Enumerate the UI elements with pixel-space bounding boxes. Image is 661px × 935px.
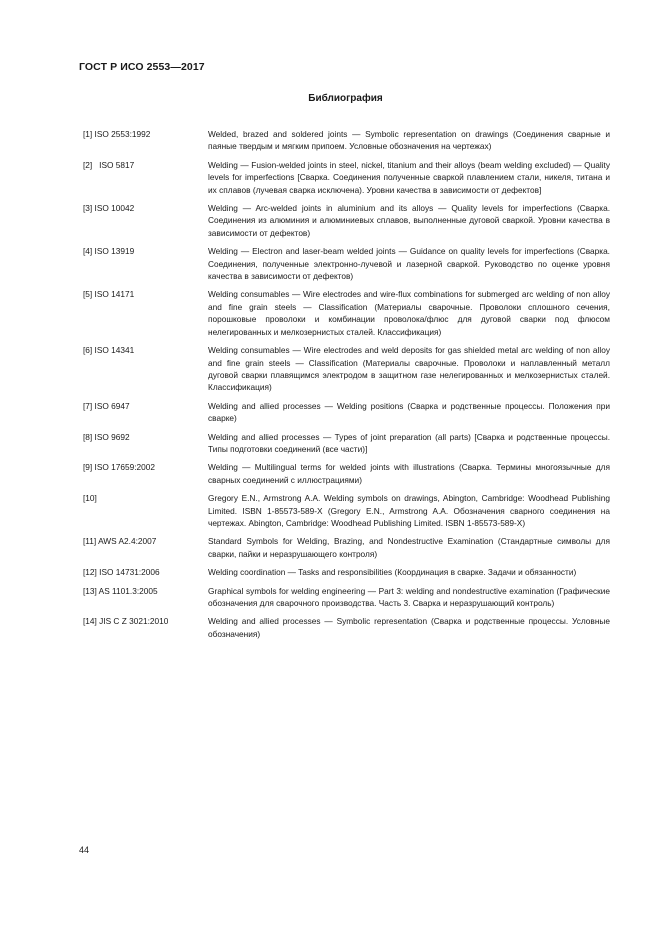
bibliography-entry bbox=[83, 585, 610, 610]
standard-designation: ГОСТ Р ИСО 2553—2017 bbox=[79, 61, 205, 73]
reference-description: Welding — Fusion-welded joints in steel, nickel, titanium and their alloys (beam welding excluded) — Quality levels for imperfections [Сварка. Соединения полученные сваркой плавлением стали, никеля, титана и их сплавов (лучевая сварка исключена). Уровни качества в зависимости от дефектов] bbox=[208, 159, 610, 195]
bibliography-entry bbox=[83, 615, 610, 640]
reference-id: [7] ISO 6947 bbox=[83, 400, 130, 411]
reference-id: [13] AS 1101.3:2005 bbox=[83, 585, 158, 596]
reference-description: Welding — Electron and laser-beam welded joints — Guidance on quality levels for imperfections (Сварка. Соединения, полученные электронно-лучевой и лазерной сваркой. Руководство по оценке уровня качества в зависимости от дефектов) bbox=[208, 246, 610, 282]
section-title: Библиография bbox=[308, 93, 383, 104]
bibliography-entry bbox=[83, 431, 610, 456]
reference-id: [3] ISO 10042 bbox=[83, 203, 135, 214]
bibliography-entry bbox=[83, 461, 610, 486]
bibliography-list bbox=[83, 128, 610, 646]
reference-id: [1] ISO 2553:1992 bbox=[83, 129, 151, 139]
reference-id: [2] ISO 5817 bbox=[83, 159, 135, 170]
reference-description: Graphical symbols for welding engineering — Part 3: welding and nondestructive examination (Графические обозначения для сварочного производства. Часть 3. Сварка и неразрушающий контроль) bbox=[208, 585, 610, 608]
bibliography-entry bbox=[83, 128, 610, 153]
reference-id: [9] ISO 17659:2002 bbox=[83, 462, 155, 473]
bibliography-entry bbox=[83, 245, 610, 282]
reference-id: [11] AWS A2.4:2007 bbox=[83, 536, 157, 547]
reference-description: Gregory E.N., Armstrong A.A. Welding symbols on drawings, Abington, Cambridge: Woodhead Publishing Limited. ISBN 1-85573-589-X (Gregory E.N., Armstrong A.A. Обозначения сварного соединения на чертежах. Abington, Cambridge: Woodhead Publishing Limited. ISBN 1-85573-589-X) bbox=[208, 493, 610, 528]
reference-id: [5] ISO 14171 bbox=[83, 289, 135, 300]
bibliography-entry bbox=[83, 566, 610, 578]
reference-id: [14] JIS C Z 3021:2010 bbox=[83, 616, 169, 627]
bibliography-entry bbox=[83, 202, 610, 239]
reference-description: Welding and allied processes — Types of joint preparation (all parts) [Сварка и родственные процессы. Типы подготовки соединений (все части)] bbox=[208, 431, 610, 454]
reference-description: Welding — Multilingual terms for welded joints with illustrations (Сварка. Термины многоязычные для сварных соединений с иллюстрациями) bbox=[208, 462, 610, 485]
reference-description: Welded, brazed and soldered joints — Symbolic representation on drawings (Соединения сварные и паяные твердым и мягким припоем. Условные обозначения на чертежах) bbox=[208, 129, 610, 152]
reference-description: Welding consumables — Wire electrodes and weld deposits for gas shielded metal arc welding of non alloy and fine grain steels — Classification (Материалы сварочные. Проволоки и наплавленный металл дуговой сварки плавящимся электродом в защитном газе нелегированных и мелкозернистых сталей. Классификация) bbox=[208, 345, 610, 393]
reference-id: [12] ISO 14731:2006 bbox=[83, 567, 160, 578]
reference-description: Welding — Arc-welded joints in aluminium and its alloys — Quality levels for imperfections (Сварка. Соединения из алюминия и алюминиевых сплавов, выполненные дуговой сваркой. Уровни качества в зависимости от дефектов) bbox=[208, 203, 610, 238]
page-number: 44 bbox=[79, 845, 90, 855]
bibliography-entry bbox=[83, 344, 610, 394]
reference-id: [10] bbox=[83, 493, 97, 504]
reference-description: Standard Symbols for Welding, Brazing, and Nondestructive Examination (Стандартные символы для сварки, пайки и неразрушающего контроля) bbox=[208, 536, 610, 559]
reference-description: Welding and allied processes — Welding positions (Сварка и родственные процессы. Положения при сварке) bbox=[208, 400, 610, 424]
reference-description: Welding and allied processes — Symbolic representation (Сварка и родственные процессы. Условные обозначения) bbox=[208, 616, 610, 639]
bibliography-entry bbox=[83, 535, 610, 560]
reference-description: Welding consumables — Wire electrodes and wire-flux combinations for submerged arc welding of non alloy and fine grain steels — Classification (Материалы сварочные. Проволоки сплошного сечения, порошковые проволоки и комбинации проволока/флюс для дуговой сварки под флюсом нелегированных и мелкозернистых сталей. Классификация) bbox=[208, 289, 610, 337]
reference-id: [4] ISO 13919 bbox=[83, 246, 135, 257]
bibliography-entry bbox=[83, 400, 610, 425]
reference-id: [6] ISO 14341 bbox=[83, 345, 135, 356]
bibliography-entry bbox=[83, 288, 610, 338]
reference-id: [8] ISO 9692 bbox=[83, 431, 130, 442]
reference-description: Welding coordination — Tasks and responsibilities (Координация в сварке. Задачи и обязанности) bbox=[208, 567, 577, 578]
bibliography-entry bbox=[83, 492, 610, 529]
bibliography-entry bbox=[83, 159, 610, 196]
